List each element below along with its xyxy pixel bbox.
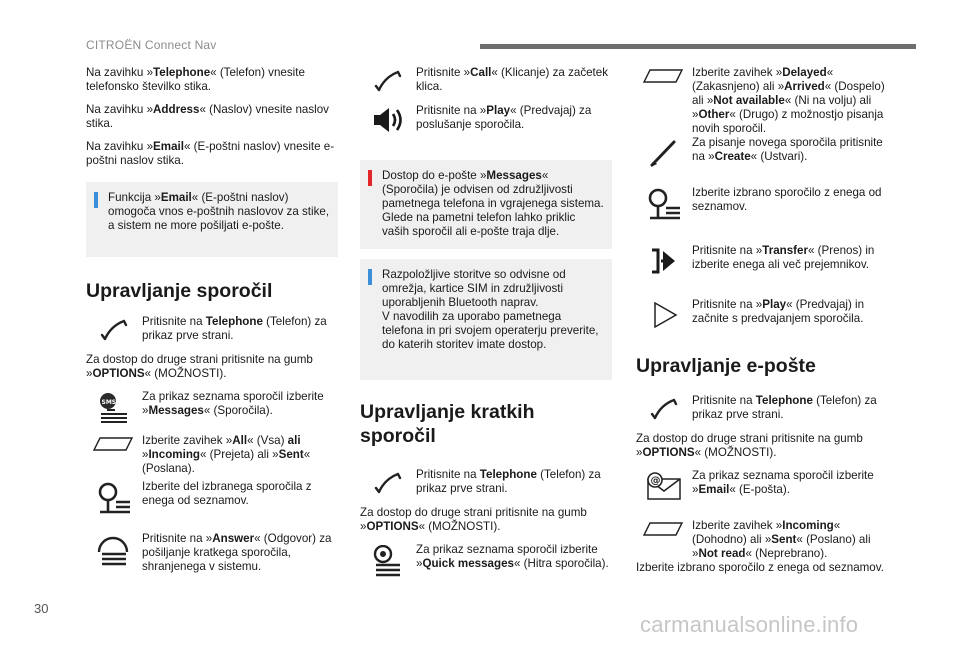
info-marker-icon xyxy=(368,269,372,285)
paragraph-telephone-tab: Na zavihku »Telephone« (Telefon) vnesite telefonsko številko stika. xyxy=(86,66,305,93)
info-note-services: Razpoložljive storitve so odvisne od omrežja, kartice SIM in združljivosti uporabljenih Bluetooth naprav. V navodilih za uporabo pametnega telefona in pri svojem operaterju preverite, do katerih storitev imate dostop. xyxy=(360,259,612,380)
warning-note-messages: Dostop do e-pošte »Messages« (Sporočila) je odvisen od združljivosti pametnega telefona in vgrajenega sistema. Glede na pametni telefon lahko priklic vaših sporočil ali e-pošte traja dlje. xyxy=(360,160,612,249)
person-list-icon xyxy=(636,186,692,222)
info-marker-icon xyxy=(94,192,98,208)
tab-icon xyxy=(636,66,692,84)
tab-icon xyxy=(86,434,142,452)
row-quick-messages: Za prikaz seznama sporočil izberite »Quick messages« (Hitra sporočila). xyxy=(360,543,612,577)
row-answer: Pritisnite na »Answer« (Odgovor) za pošiljanje kratkega sporočila, shranjenega v sistemu. xyxy=(86,532,338,574)
speaker-icon xyxy=(360,104,416,134)
paragraph-options: Za dostop do druge strani pritisnite na gumb »OPTIONS« (MOŽNOSTI). xyxy=(86,353,313,380)
paragraph-options: Za dostop do druge strani pritisnite na gumb »OPTIONS« (MOŽNOSTI). xyxy=(636,432,863,459)
pencil-icon xyxy=(636,136,692,168)
row-play: Pritisnite na »Play« (Predvajaj) za poslušanje sporočila. xyxy=(360,104,612,134)
row-select-part: Izberite del izbranega sporočila z enega od seznamov. xyxy=(86,480,338,516)
quick-message-list-icon xyxy=(360,543,416,577)
heading-quick-messages: Upravljanje kratkih sporočil xyxy=(360,401,535,447)
play-triangle-icon xyxy=(636,298,692,330)
row-play: Pritisnite na »Play« (Predvajaj) in začnite s predvajanjem sporočila. xyxy=(636,298,886,330)
paragraph-email-tab: Na zavihku »Email« (E-poštni naslov) vnesite e-poštni naslov stika. xyxy=(86,140,335,167)
phone-handset-icon xyxy=(86,315,142,343)
column-3 xyxy=(636,66,886,575)
heading-email-management: Upravljanje e-pošte xyxy=(636,355,816,377)
row-telephone: Pritisnite na Telephone (Telefon) za prikaz prve strani. xyxy=(360,468,612,496)
row-telephone: Pritisnite na Telephone (Telefon) za prikaz prve strani. xyxy=(636,394,886,422)
svg-text:SMS: SMS xyxy=(101,399,117,406)
paragraph-options: Za dostop do druge strani pritisnite na gumb »OPTIONS« (MOŽNOSTI). xyxy=(360,506,587,533)
person-list-icon xyxy=(86,480,142,516)
row-call: Pritisnite »Call« (Klicanje) za začetek klica. xyxy=(360,66,612,94)
row-telephone: Pritisnite na Telephone (Telefon) za prikaz prve strani. xyxy=(86,315,338,343)
info-note-email: Funkcija »Email« (E-poštni naslov) omogoča vnos e-poštnih naslovov za stike, a sistem ne more pošiljati e-pošte. xyxy=(86,182,338,257)
svg-text:@: @ xyxy=(650,475,661,487)
row-create: Za pisanje novega sporočila pritisnite na »Create« (Ustvari). xyxy=(636,136,886,168)
warning-marker-icon xyxy=(368,170,372,186)
paragraph-address-tab: Na zavihku »Address« (Naslov) vnesite naslov stika. xyxy=(86,103,329,130)
column-1 xyxy=(86,66,338,584)
phone-handset-icon xyxy=(360,468,416,496)
column-2 xyxy=(360,66,612,587)
heading-message-management: Upravljanje sporočil xyxy=(86,280,273,302)
phone-handset-icon xyxy=(360,66,416,94)
row-tabs-delayed: Izberite zavihek »Delayed« (Zakasnjeno) ali »Arrived« (Dospelo) ali »Not available« (Ni na volju) ali »Other« (Drugo) z možnostjo pisanja novih sporočil. xyxy=(636,66,886,136)
watermark: carmanualsonline.info xyxy=(640,612,859,637)
page-number: 30 xyxy=(34,601,49,616)
row-messages: SMS Za prikaz seznama sporočil izberite »Messages« (Sporočila). xyxy=(86,390,338,424)
transfer-arrow-icon xyxy=(636,244,692,276)
paragraph-select-email: Izberite izbrano sporočilo z enega od seznamov. xyxy=(636,561,884,574)
running-header: CITROËN Connect Nav xyxy=(86,38,217,52)
row-tabs: Izberite zavihek »All« (Vsa) ali »Incoming« (Prejeta) ali »Sent« (Poslana). xyxy=(86,434,338,476)
phone-handset-icon xyxy=(636,394,692,422)
row-email: @ Za prikaz seznama sporočil izberite »Email« (E-pošta). xyxy=(636,469,886,501)
sms-list-icon xyxy=(86,390,142,424)
row-tabs-incoming: Izberite zavihek »Incoming« (Dohodno) ali »Sent« (Poslano) ali »Not read« (Neprebrano). xyxy=(636,519,886,561)
email-envelope-icon xyxy=(636,469,692,501)
answer-list-icon xyxy=(86,532,142,566)
row-transfer: Pritisnite na »Transfer« (Prenos) in izberite enega ali več prejemnikov. xyxy=(636,244,886,276)
header-rule xyxy=(480,44,916,49)
row-select-message: Izberite izbrano sporočilo z enega od seznamov. xyxy=(636,186,886,222)
tab-icon xyxy=(636,519,692,537)
